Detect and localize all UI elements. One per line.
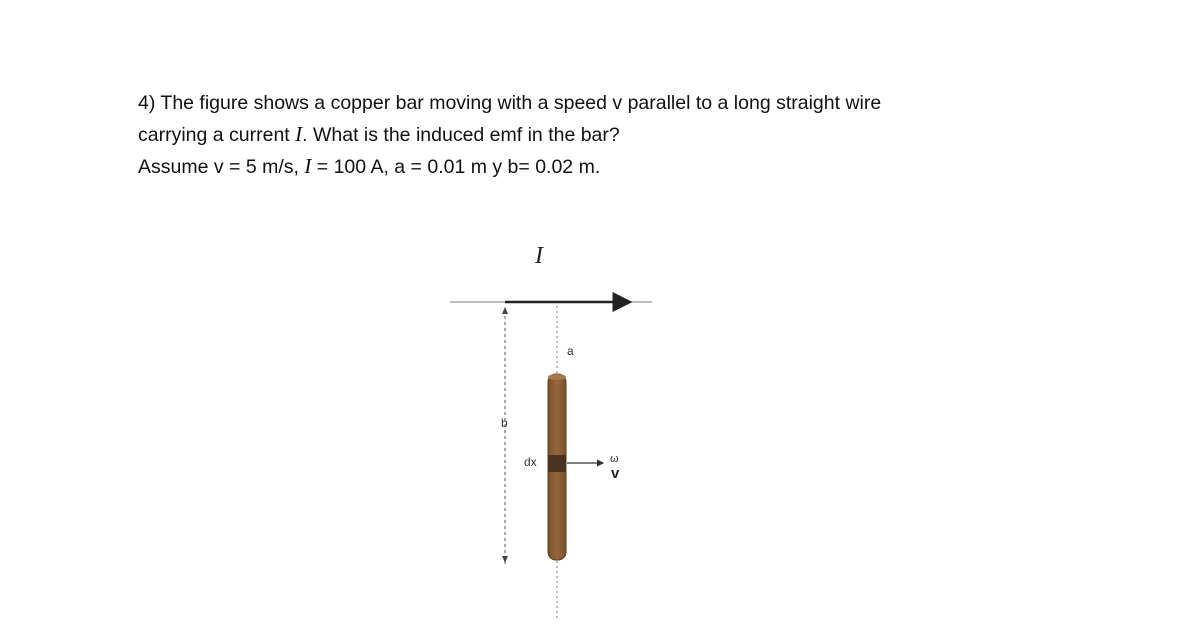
velocity-label: v bbox=[611, 465, 620, 482]
problem-line-1: 4) The figure shows a copper bar moving with a speed v parallel to a long straight wire bbox=[138, 92, 882, 114]
bar-top-cap bbox=[548, 374, 566, 380]
velocity-hat: ω bbox=[610, 453, 619, 465]
current-symbol-given: I bbox=[304, 154, 312, 178]
problem-statement bbox=[138, 88, 1138, 183]
b-label: b bbox=[501, 416, 508, 430]
problem-line-2 bbox=[138, 119, 1138, 151]
problem-line-3 bbox=[138, 151, 1138, 183]
problem-line-2-start: carrying a current bbox=[138, 124, 296, 146]
figure-svg bbox=[420, 228, 700, 627]
dx-label: dx bbox=[524, 455, 537, 469]
a-label: a bbox=[567, 344, 574, 358]
current-symbol-inline: I bbox=[295, 122, 303, 146]
bar-wire-figure bbox=[420, 228, 700, 627]
b-arrow-top bbox=[502, 307, 508, 314]
problem-line-3-end: = 100 A, a = 0.01 m y b= 0.02 m. bbox=[311, 156, 601, 178]
problem-line-2-end: . What is the induced emf in the bar? bbox=[302, 124, 620, 146]
b-arrow-bottom bbox=[502, 556, 508, 563]
problem-line-3-start: Assume v = 5 m/s, bbox=[138, 156, 305, 178]
dx-element bbox=[548, 455, 566, 472]
current-label: I bbox=[535, 243, 543, 269]
